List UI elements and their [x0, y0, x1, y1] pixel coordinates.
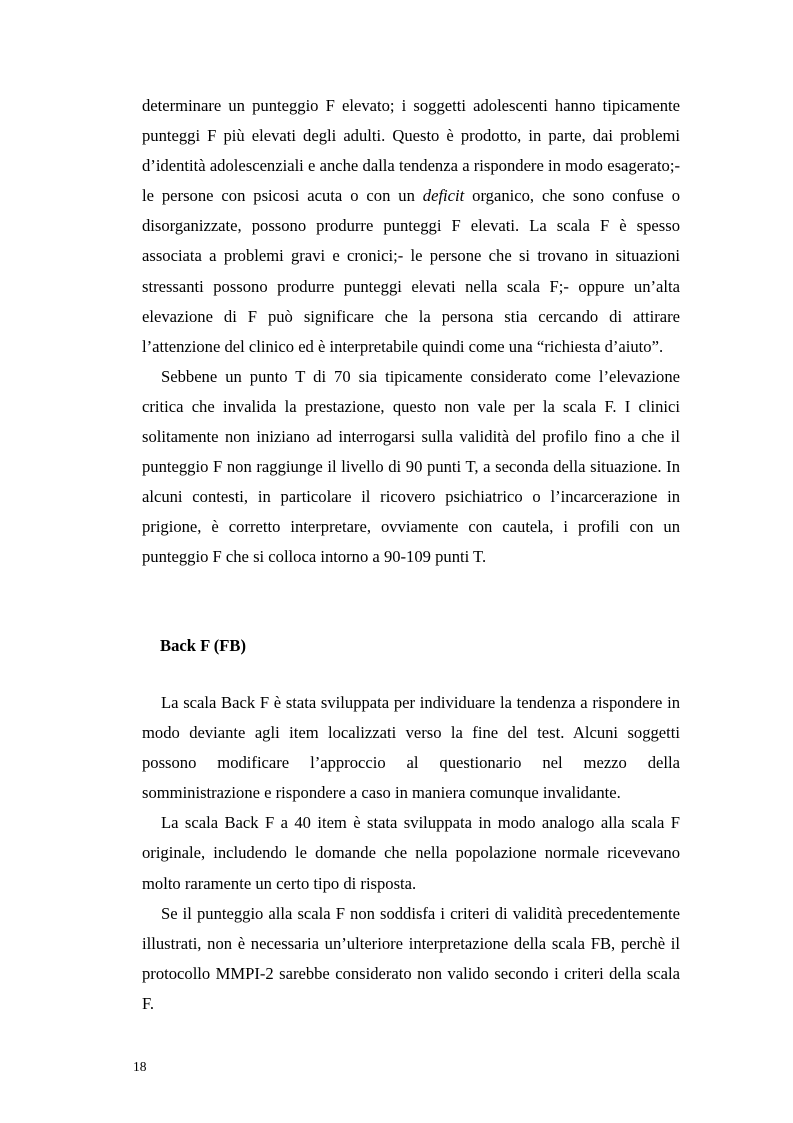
- paragraph-continuation: [142, 91, 680, 362]
- section-heading: Back F (FB): [160, 636, 247, 655]
- paragraph: Sebbene un punto T di 70 sia tipicamente considerato come l’elevazione critica che invalida la prestazione, questo non vale per la scala F. I clinici solitamente non iniziano ad interrogarsi sulla validità del profilo fino a che il punteggio F non raggiunge il livello di 90 punti T, a seconda della situazione. In alcuni contesti, in particolare il ricovero psichiatrico o l’incarcerazione in prigione, è corretto interpretare, ovviamente con cautela, i profili con un punteggio F che si colloca intorno a 90-109 punti T.: [142, 366, 680, 567]
- body-text-section-2: [142, 688, 680, 1019]
- paragraph-text: determinare un punteggio F elevato; i soggetti adolescenti hanno tipicamente punteggi F più elevati degli adulti. Questo è prodotto, in parte, dai problemi d’identità adolescenziali e anche dalla tendenza a rispondere in modo esagerato;- le persone con psicosi acuta o con un: [142, 96, 680, 206]
- paragraph-text: organico, che sono confuse o disorganizzate, possono produrre punteggi F elevati. La scala F è spesso associata a problemi gravi e cronici;- le persone che si trovano in situazioni stressanti possono produrre punteggi elevati nella scala F;- oppure un’alta elevazione di F può significare che la persona stia cercando di attirare l’attenzione del clinico ed è interpretabile quindi come una “richiesta d’aiuto”.: [142, 186, 680, 356]
- paragraph: Se il punteggio alla scala F non soddisfa i criteri di validità precedentemente illustrati, non è necessaria un’ulteriore interpretazione della scala FB, perchè il protocollo MMPI-2 sarebbe considerato non valido secondo i criteri della scala F.: [142, 903, 680, 1013]
- italic-term: deficit: [422, 186, 465, 206]
- paragraph: La scala Back F a 40 item è stata sviluppata in modo analogo alla scala F originale, includendo le domande che nella popolazione normale ricevevano molto raramente un certo tipo di risposta.: [142, 813, 680, 893]
- paragraph: La scala Back F è stata sviluppata per individuare la tendenza a rispondere in modo deviante agli item localizzati verso la fine del test. Alcuni soggetti possono modificare l’approccio al questionario nel mezzo della somministrazione e rispondere a caso in maniera comunque invalidante.: [142, 693, 680, 803]
- body-text-section-1: [142, 91, 680, 573]
- page-number: 18: [133, 1059, 147, 1074]
